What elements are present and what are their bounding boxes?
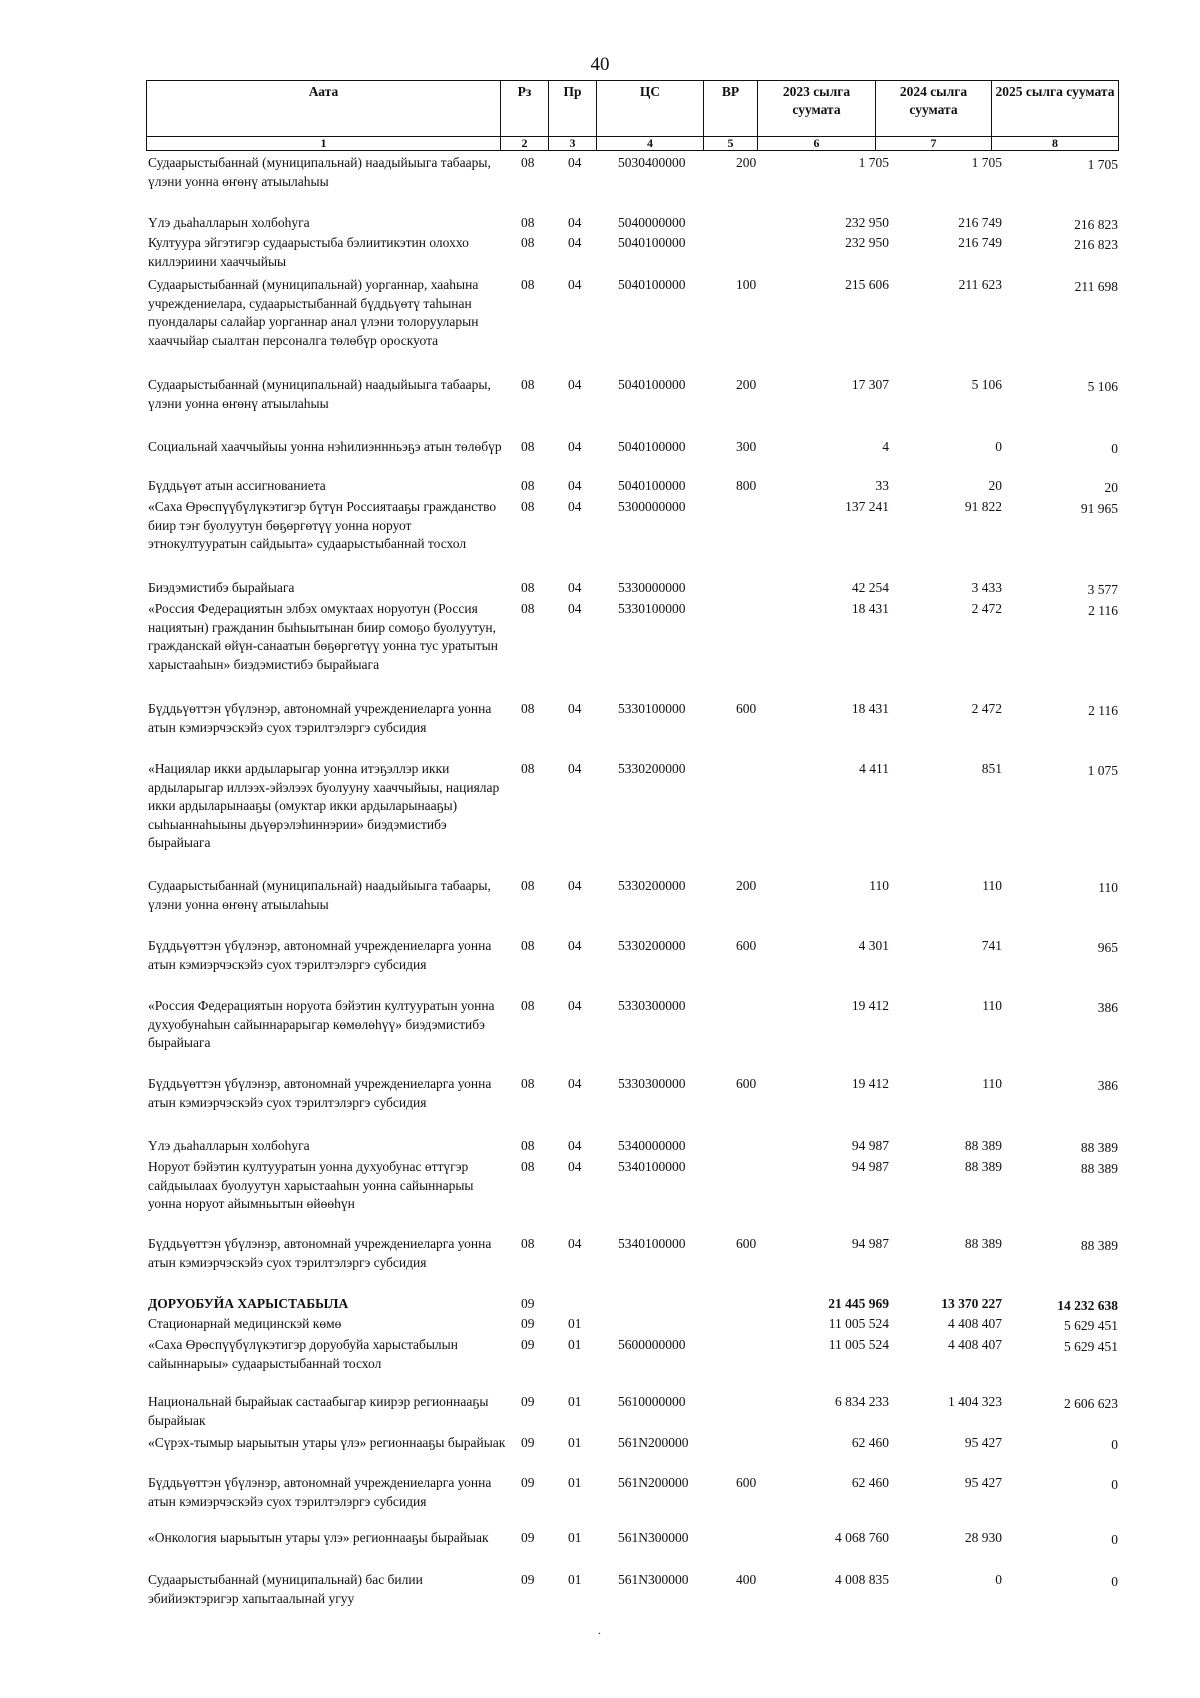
cell-name: «Онкология ыарыытын утары үлэ» регионнааҕы бырайыак [148, 1530, 489, 1545]
cell-cs: 5040100000 [618, 235, 686, 250]
cell-y2023: 62 460 [851, 1475, 889, 1490]
header-num-3: 3 [549, 137, 597, 151]
cell-vr: 200 [736, 878, 757, 893]
cell-y2023: 21 445 969 [828, 1296, 889, 1311]
cell-vr: 200 [736, 377, 757, 392]
cell-pr: 04 [568, 878, 582, 893]
cell-name: «Саха Өрөспүүбүлүкэтигэр бүтүн Россиятааҕы гражданство биир тэҥ буолуутун бөҕөргөтүү уонна норуот этнокултууратын сайдыыта» судаарыстыбаннай тосхол [148, 499, 497, 552]
cell-rz: 08 [521, 1159, 535, 1174]
cell-name: Бүддьүөттэн үбүлэнэр, автономнай учреждениеларга уонна атын кэмиэрчэскэйэ суох тэрилтэлэргэ субсидия [148, 1475, 492, 1509]
cell-vr: 600 [736, 1236, 757, 1251]
cell-name: Национальнай бырайыак састаабыгар киирэр регионнааҕы бырайыак [148, 1394, 489, 1428]
cell-y2023: 1 705 [858, 155, 889, 170]
cell-vr: 400 [736, 1572, 757, 1587]
cell-y2025: 1 705 [1087, 157, 1118, 172]
cell-rz: 08 [521, 1076, 535, 1091]
cell-cs: 5600000000 [618, 1337, 686, 1352]
cell-pr: 04 [568, 155, 582, 170]
cell-cs: 5330100000 [618, 701, 686, 716]
cell-y2024: 741 [981, 938, 1002, 953]
cell-name: Судаарыстыбаннай (муниципальнай) наадыйыыга табаары, үлэни уонна өҥөнү атыылаһыы [148, 878, 491, 912]
cell-vr: 600 [736, 701, 757, 716]
cell-y2025: 5 106 [1087, 379, 1118, 394]
cell-cs: 5040000000 [618, 215, 686, 230]
cell-name: Үлэ дьаһалларын холбоһуга [148, 1138, 310, 1153]
cell-y2024: 110 [982, 998, 1002, 1013]
cell-name: Стационарнай медицинскэй көмө [148, 1316, 342, 1331]
cell-rz: 08 [521, 215, 535, 230]
header-num-4: 4 [597, 137, 704, 151]
cell-y2025: 5 629 451 [1064, 1318, 1118, 1333]
cell-name: «Нациялар икки ардыларыгар уонна итэҕэллэр икки ардыларыгар иллээх-эйэлээх буолууну хааччыйыы, нациялар икки ардыларынааҕы (омуктар икки ардыларынааҕы) сыһыаннаһыыны дьүөрэлэһиннэрии» биэдэмистибэ бырайыага [148, 761, 500, 851]
scan-mark: . [598, 1623, 601, 1637]
cell-rz: 09 [521, 1475, 535, 1490]
cell-y2025: 20 [1104, 480, 1118, 495]
cell-name: Социальнай хааччыйыы уонна нэһилиэннньэҕэ атын төлөбүр [148, 439, 502, 454]
cell-pr: 04 [568, 938, 582, 953]
cell-pr: 04 [568, 1159, 582, 1174]
cell-y2023: 18 431 [851, 701, 889, 716]
cell-y2023: 17 307 [851, 377, 889, 392]
cell-pr: 04 [568, 478, 582, 493]
cell-rz: 08 [521, 1236, 535, 1251]
cell-cs: 5040100000 [618, 478, 686, 493]
cell-name: Үлэ дьаһалларын холбоһуга [148, 215, 310, 230]
cell-y2025: 0 [1111, 441, 1118, 456]
header-2025: 2025 сылга суумата [992, 81, 1119, 137]
cell-rz: 08 [521, 580, 535, 595]
cell-cs: 561N300000 [618, 1530, 689, 1545]
cell-rz: 09 [521, 1394, 535, 1409]
cell-y2023: 19 412 [851, 1076, 889, 1091]
cell-pr: 04 [568, 601, 582, 616]
cell-y2023: 94 987 [851, 1159, 889, 1174]
cell-cs: 5340000000 [618, 1138, 686, 1153]
header-cs: ЦС [597, 81, 704, 137]
cell-cs: 5330200000 [618, 878, 686, 893]
cell-y2025: 2 606 623 [1064, 1396, 1118, 1411]
header-pr: Пр [549, 81, 597, 137]
cell-pr: 04 [568, 215, 582, 230]
cell-name: Бүддьүөттэн үбүлэнэр, автономнай учреждениеларга уонна атын кэмиэрчэскэйэ суох тэрилтэлэргэ субсидия [148, 1236, 492, 1270]
cell-rz: 09 [521, 1296, 535, 1311]
cell-y2025: 2 116 [1088, 603, 1118, 618]
cell-pr: 01 [568, 1475, 582, 1490]
cell-pr: 04 [568, 235, 582, 250]
table-header [146, 80, 1119, 151]
cell-y2024: 20 [988, 478, 1002, 493]
cell-y2023: 18 431 [851, 601, 889, 616]
cell-cs: 5330000000 [618, 580, 686, 595]
cell-y2024: 216 749 [958, 215, 1002, 230]
cell-rz: 08 [521, 377, 535, 392]
cell-y2023: 11 005 524 [828, 1316, 889, 1331]
cell-y2025: 965 [1097, 940, 1118, 955]
cell-y2023: 215 606 [845, 277, 889, 292]
cell-cs: 5330300000 [618, 1076, 686, 1091]
cell-name: ДОРУОБУЙА ХАРЫСТАБЫЛА [148, 1296, 349, 1311]
cell-pr: 04 [568, 580, 582, 595]
cell-y2025: 3 577 [1087, 582, 1118, 597]
header-2023: 2023 сылга суумата [758, 81, 876, 137]
header-num-2: 2 [501, 137, 549, 151]
cell-y2023: 232 950 [845, 235, 889, 250]
cell-y2024: 95 427 [964, 1475, 1002, 1490]
header-2024: 2024 сылга суумата [876, 81, 992, 137]
cell-vr: 800 [736, 478, 757, 493]
cell-rz: 09 [521, 1316, 535, 1331]
cell-y2024: 0 [995, 439, 1002, 454]
cell-y2024: 4 408 407 [948, 1337, 1002, 1352]
page-number: 40 [590, 54, 610, 75]
cell-name: Судаарыстыбаннай (муниципальнай) уорганнар, хааһына учреждениелара, судаарыстыбаннай бүддьүөтү таһынан пуондалары салайар уорганнар анал үлэни толорууларын хааччыйар сыалтан персоналга төлөбүр ороскуота [148, 277, 479, 348]
cell-rz: 09 [521, 1435, 535, 1450]
cell-y2025: 88 389 [1080, 1238, 1118, 1253]
cell-y2023: 4 411 [859, 761, 889, 776]
cell-pr: 04 [568, 998, 582, 1013]
cell-cs: 5040100000 [618, 377, 686, 392]
cell-y2024: 110 [982, 878, 1002, 893]
header-num-6: 6 [758, 137, 876, 151]
cell-y2024: 851 [981, 761, 1002, 776]
cell-pr: 01 [568, 1572, 582, 1587]
cell-y2024: 211 623 [958, 277, 1002, 292]
cell-pr: 04 [568, 377, 582, 392]
cell-y2023: 4 008 835 [835, 1572, 889, 1587]
cell-y2023: 42 254 [851, 580, 889, 595]
cell-y2024: 88 389 [964, 1159, 1002, 1174]
cell-y2024: 95 427 [964, 1435, 1002, 1450]
cell-rz: 08 [521, 478, 535, 493]
cell-cs: 5030400000 [618, 155, 686, 170]
cell-y2024: 2 472 [971, 601, 1002, 616]
cell-y2025: 91 965 [1080, 501, 1118, 516]
cell-y2024: 91 822 [964, 499, 1002, 514]
cell-rz: 09 [521, 1337, 535, 1352]
cell-name: Бүддьүөттэн үбүлэнэр, автономнай учреждениеларга уонна атын кэмиэрчэскэйэ суох тэрилтэлэргэ субсидия [148, 938, 492, 972]
cell-cs: 5340100000 [618, 1159, 686, 1174]
cell-name: Судаарыстыбаннай (муниципальнай) наадыйыыга табаары, үлэни уонна өҥөнү атыылаһыы [148, 377, 491, 411]
cell-rz: 08 [521, 439, 535, 454]
cell-cs: 5040100000 [618, 439, 686, 454]
cell-pr: 04 [568, 277, 582, 292]
cell-pr: 04 [568, 439, 582, 454]
cell-pr: 04 [568, 761, 582, 776]
cell-y2023: 4 [882, 439, 889, 454]
header-vr: ВР [704, 81, 758, 137]
cell-vr: 600 [736, 1475, 757, 1490]
cell-y2023: 4 301 [858, 938, 889, 953]
header-rz: Рз [501, 81, 549, 137]
cell-rz: 08 [521, 938, 535, 953]
cell-y2024: 0 [995, 1572, 1002, 1587]
header-num-1: 1 [147, 137, 501, 151]
cell-y2025: 0 [1111, 1532, 1118, 1547]
cell-pr: 04 [568, 1236, 582, 1251]
cell-y2024: 110 [982, 1076, 1002, 1091]
cell-y2025: 0 [1111, 1477, 1118, 1492]
cell-name: Бүддьүөт атын ассигнованиета [148, 478, 326, 493]
cell-pr: 04 [568, 1138, 582, 1153]
cell-vr: 600 [736, 938, 757, 953]
cell-vr: 100 [736, 277, 757, 292]
cell-name: Култуура эйгэтигэр судаарыстыба бэлиитикэтин олоххо киллэриини хааччыйыы [148, 235, 469, 269]
cell-cs: 5340100000 [618, 1236, 686, 1251]
cell-cs: 561N300000 [618, 1572, 689, 1587]
cell-pr: 01 [568, 1316, 582, 1331]
cell-pr: 01 [568, 1530, 582, 1545]
cell-cs: 5330200000 [618, 761, 686, 776]
cell-cs: 5330100000 [618, 601, 686, 616]
cell-y2024: 5 106 [971, 377, 1002, 392]
cell-name: «Россия Федерациятын элбэх омуктаах норуотун (Россия нациятын) гражданин быһыытынан биир сомоҕо буолуутун, гражданскай өйүн-санаатын бөҕөргөтүү уонна тус уратытын харыстааһын» биэдэмистибэ бырайыага [148, 601, 498, 672]
cell-rz: 08 [521, 601, 535, 616]
cell-y2025: 0 [1111, 1437, 1118, 1452]
cell-y2025: 211 698 [1074, 279, 1118, 294]
cell-y2024: 216 749 [958, 235, 1002, 250]
cell-y2023: 6 834 233 [835, 1394, 889, 1409]
cell-vr: 600 [736, 1076, 757, 1091]
header-num-5: 5 [704, 137, 758, 151]
header-num-8: 8 [992, 137, 1119, 151]
cell-rz: 08 [521, 155, 535, 170]
cell-rz: 08 [521, 998, 535, 1013]
cell-y2024: 3 433 [971, 580, 1002, 595]
cell-rz: 08 [521, 761, 535, 776]
cell-name: Бүддьүөттэн үбүлэнэр, автономнай учреждениеларга уонна атын кэмиэрчэскэйэ суох тэрилтэлэргэ субсидия [148, 1076, 492, 1110]
cell-pr: 01 [568, 1394, 582, 1409]
cell-y2024: 2 472 [971, 701, 1002, 716]
cell-cs: 561N200000 [618, 1435, 689, 1450]
cell-y2024: 1 705 [971, 155, 1002, 170]
cell-pr: 01 [568, 1435, 582, 1450]
cell-rz: 08 [521, 235, 535, 250]
cell-rz: 08 [521, 701, 535, 716]
cell-cs: 5300000000 [618, 499, 686, 514]
cell-y2023: 11 005 524 [828, 1337, 889, 1352]
header-num-7: 7 [876, 137, 992, 151]
cell-rz: 08 [521, 1138, 535, 1153]
cell-y2023: 33 [875, 478, 889, 493]
cell-y2025: 386 [1097, 1078, 1118, 1093]
cell-name: Бүддьүөттэн үбүлэнэр, автономнай учреждениеларга уонна атын кэмиэрчэскэйэ суох тэрилтэлэргэ субсидия [148, 701, 492, 735]
cell-cs: 5330200000 [618, 938, 686, 953]
cell-y2023: 232 950 [845, 215, 889, 230]
cell-y2025: 1 075 [1087, 763, 1118, 778]
cell-y2025: 110 [1098, 880, 1118, 895]
cell-y2024: 88 389 [964, 1236, 1002, 1251]
cell-name: «Сүрэх-тымыр ыарыытын утары үлэ» регионнааҕы бырайыак [148, 1435, 506, 1450]
cell-rz: 09 [521, 1530, 535, 1545]
cell-rz: 09 [521, 1572, 535, 1587]
cell-name: Норуот бэйэтин култууратын уонна духуобунас өттүгэр сайдыылаах буолуутун харыстааһын уонна сайыннарыы уонна норуот айымньытын өйөөһүн [148, 1159, 474, 1212]
cell-cs: 5610000000 [618, 1394, 686, 1409]
cell-y2025: 0 [1111, 1574, 1118, 1589]
cell-name: «Саха Өрөспүүбүлүкэтигэр доруобуйа харыстабылын сайыннарыы» судаарыстыбаннай тосхол [148, 1337, 458, 1371]
cell-y2023: 137 241 [845, 499, 889, 514]
cell-name: Судаарыстыбаннай (муниципальнай) наадыйыыга табаары, үлэни уонна өҥөнү атыылаһыы [148, 155, 491, 189]
cell-name: Биэдэмистибэ бырайыага [148, 580, 295, 595]
cell-rz: 08 [521, 277, 535, 292]
cell-pr: 04 [568, 1076, 582, 1091]
cell-y2025: 88 389 [1080, 1161, 1118, 1176]
cell-y2023: 110 [869, 878, 889, 893]
cell-y2023: 62 460 [851, 1435, 889, 1450]
cell-y2025: 14 232 638 [1057, 1298, 1118, 1313]
cell-y2023: 4 068 760 [835, 1530, 889, 1545]
cell-y2025: 386 [1097, 1000, 1118, 1015]
cell-y2024: 88 389 [964, 1138, 1002, 1153]
cell-vr: 200 [736, 155, 757, 170]
cell-y2023: 19 412 [851, 998, 889, 1013]
cell-y2023: 94 987 [851, 1138, 889, 1153]
cell-name: Судаарыстыбаннай (муниципальнай) бас билии эбийиэктэригэр хапытаалынай угуу [148, 1572, 423, 1606]
cell-cs: 5330300000 [618, 998, 686, 1013]
cell-y2025: 5 629 451 [1064, 1339, 1118, 1354]
cell-pr: 01 [568, 1337, 582, 1352]
header-name: Аата [147, 81, 501, 137]
cell-y2025: 88 389 [1080, 1140, 1118, 1155]
cell-pr: 04 [568, 701, 582, 716]
cell-y2023: 94 987 [851, 1236, 889, 1251]
cell-y2024: 13 370 227 [941, 1296, 1002, 1311]
cell-rz: 08 [521, 499, 535, 514]
cell-y2025: 216 823 [1074, 217, 1118, 232]
cell-name: «Россия Федерациятын норуота бэйэтин култууратын уонна духуобунаһын сайыннарарыгар көмөлөһүү» биэдэмистибэ бырайыага [148, 998, 495, 1051]
cell-pr: 04 [568, 499, 582, 514]
cell-y2025: 2 116 [1088, 703, 1118, 718]
cell-cs: 5040100000 [618, 277, 686, 292]
cell-y2024: 4 408 407 [948, 1316, 1002, 1331]
cell-y2024: 1 404 323 [948, 1394, 1002, 1409]
cell-vr: 300 [736, 439, 757, 454]
cell-cs: 561N200000 [618, 1475, 689, 1490]
cell-y2024: 28 930 [964, 1530, 1002, 1545]
cell-rz: 08 [521, 878, 535, 893]
cell-y2025: 216 823 [1074, 237, 1118, 252]
